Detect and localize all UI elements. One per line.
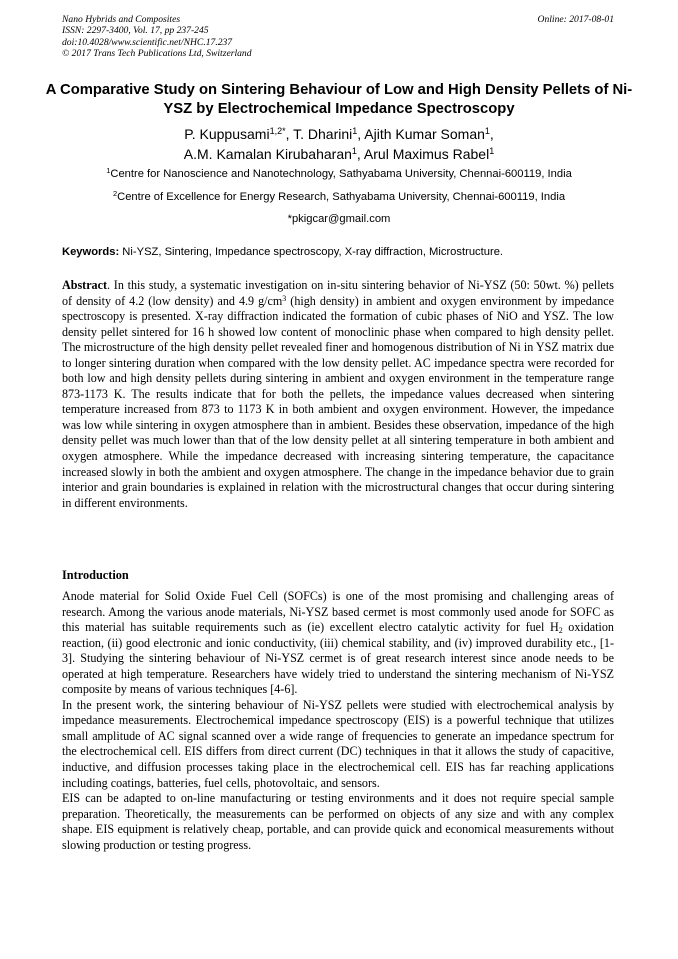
affiliation-number: 1	[106, 166, 111, 175]
journal-header	[62, 14, 614, 60]
paragraph-text: oxidation reaction, (ii) good electronic and ionic conductivity, (iii) chemical stability, and (iv) improved durability etc., [1-3]. Studying the sintering behaviour of Ni-YSZ cermet is of great research interest since anode needs to be operated at high temperature. Researchers have widely tried to understand the sintering mechanism of Ni-YSZ composite by means of various techniques [4-6].	[62, 620, 614, 697]
subscript: 2	[558, 626, 563, 636]
author-list	[40, 125, 638, 164]
journal-copyright: © 2017 Trans Tech Publications Ltd, Switzerland	[62, 48, 252, 60]
author-separator: ,	[285, 126, 294, 142]
abstract-label: Abstract	[62, 278, 108, 292]
author-name: P. Kuppusami	[184, 126, 270, 142]
online-date: Online: 2017-08-01	[537, 14, 614, 25]
author-affiliation-mark: 1	[489, 145, 495, 156]
author-affiliation-mark: 1,2*	[269, 126, 286, 136]
introduction-heading: Introduction	[62, 568, 129, 582]
author-affiliation-mark: 1	[484, 126, 490, 136]
paper-title: A Comparative Study on Sintering Behaviour of Low and High Density Pellets of Ni-YSZ by Electrochemical Impedance Spectroscopy	[45, 82, 633, 117]
introduction-body	[62, 589, 614, 853]
author-separator: ,	[489, 126, 494, 142]
corresponding-email: *pkigcar@gmail.com	[287, 213, 391, 225]
affiliation-1	[40, 167, 638, 181]
author-name: Ajith Kumar Soman	[364, 126, 485, 142]
affiliation-2	[40, 190, 638, 204]
abstract-text-continued: (high density) in ambient and oxygen environment by impedance spectroscopy is presented. X-ray diffraction indicated the formation of cubic phases of NiO and YSZ. The low density pellet sintered for 16 h showed low content of monoclinic phase when compared to high density pellet. The microstructure of the high density pellet revealed finer and homogenous distribution of Ni in YSZ matrix due to longer sintering duration when compared with the low density pellet. AC impedance spectra were recorded for both low and high density pellets during sintering in ambient and oxygen environment in the temperature range 873-1173 K. The results indicate that for both the pellets, the impedance values decreased when sintering temperature increased from 873 to 1173 K in both ambient and oxygen environment. However, the impedance was low while sintering in oxygen atmosphere than in ambient. Besides these observation, impedance of the high density pellet was much lower than that of the low density pellet at all sintering temperature in both ambient and oxygen atmosphere. While the impedance decreased with increasing sintering temperature, the capacitance increased slowly in both the ambient and oxygen atmosphere. The change in the impedance behavior due to grain interior and grain boundaries is explained in relation with the microstructural changes that occur during sintering in different environments.	[62, 293, 614, 510]
introduction-paragraph-3: EIS can be adapted to on-line manufacturing or testing environments and it does not require special sample preparation. Theoretically, the measurements can be performed on objects of any size and with any complex shape. EIS equipment is relatively cheap, portable, and can provide quick and economical measurements without slowing production or testing progress.	[62, 791, 614, 852]
paragraph-text: Anode material for Solid Oxide Fuel Cell (SOFCs) is one of the most promising and challenging areas of research. Among the various anode materials, Ni-YSZ based cermet is most commonly used anode for SOFC as this material has suitable requirements such as (ie) excellent electro catalytic activity for fuel H	[62, 589, 614, 635]
abstract-superscript: 3	[282, 293, 287, 303]
introduction-paragraph-1	[62, 589, 614, 698]
journal-issn: ISSN: 2297-3400, Vol. 17, pp 237-245	[62, 25, 209, 37]
affiliation-text: Centre for Nanoscience and Nanotechnology, Sathyabama University, Chennai-600119, India	[110, 168, 572, 180]
author-name: T. Dharini	[293, 126, 353, 142]
author-affiliation-mark: 1	[352, 126, 358, 136]
keywords	[62, 245, 622, 259]
author-name: A.M. Kamalan Kirubaharan	[183, 145, 352, 162]
journal-name: Nano Hybrids and Composites	[62, 14, 181, 25]
keywords-label: Keywords:	[62, 246, 120, 258]
keywords-text: Ni-YSZ, Sintering, Impedance spectroscopy, X-ray diffraction, Microstructure.	[119, 246, 504, 258]
author-separator: ,	[357, 126, 365, 142]
author-name: Arul Maximus Rabel	[363, 145, 490, 162]
affiliation-number: 2	[112, 189, 118, 198]
author-affiliation-mark: 1	[351, 145, 357, 156]
author-separator: ,	[356, 145, 364, 162]
affiliation-text: Centre of Excellence for Energy Research, Sathyabama University, Chennai-600119, India	[117, 191, 566, 203]
journal-doi: doi:10.4028/www.scientific.net/NHC.17.237	[62, 36, 233, 48]
abstract-text: . In this study, a systematic investigation on in-situ sintering behavior of Ni-YSZ (50: 50wt. %) pellets of density of 4.2 (low density) and 4.9 g/cm	[62, 278, 614, 308]
abstract	[62, 278, 614, 511]
introduction-paragraph-2: In the present work, the sintering behaviour of Ni-YSZ pellets were studied with electrochemical analysis by impedance measurements. Electrochemical impedance spectroscopy (EIS) is a powerful technique that utilizes small amplitude of AC signal scanned over a wide range of frequencies to generate an impedance spectrum for the electrochemical cell. EIS differs from direct current (DC) techniques in that it allows the study of capacitive, inductive, and diffusion processes taking place in the electrochemical cell. EIS has far reaching applications including coatings, batteries, fuel cells, photovoltaic, and sensors.	[62, 697, 614, 790]
